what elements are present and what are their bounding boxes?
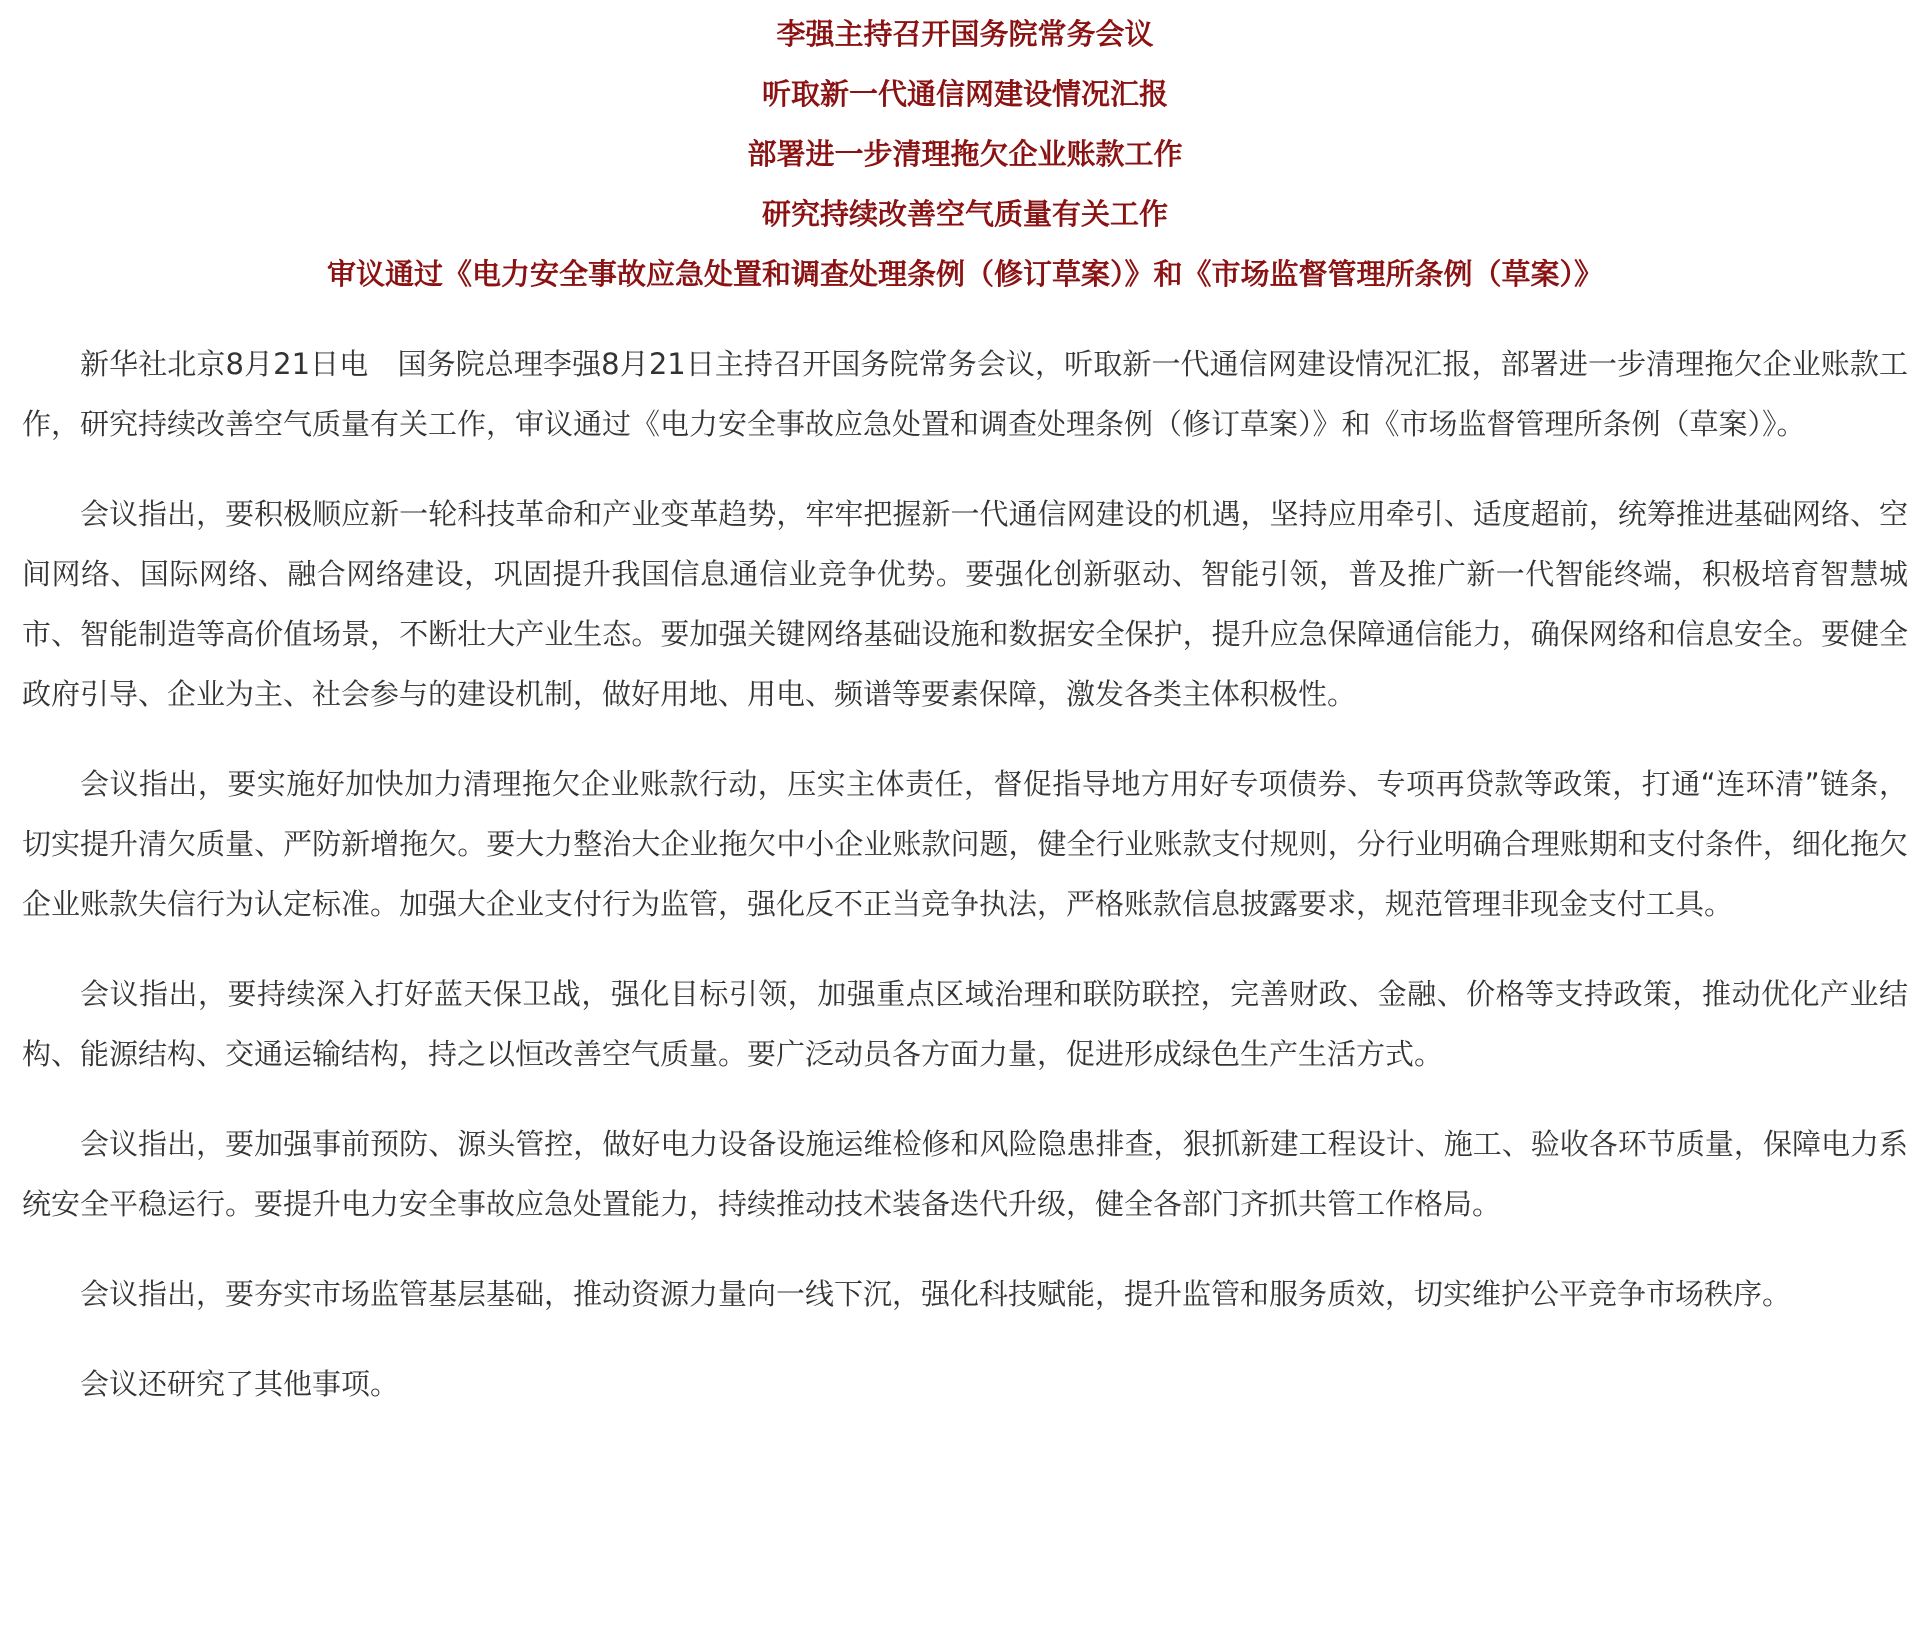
paragraph-arrears-clearance: 会议指出，要实施好加快加力清理拖欠企业账款行动，压实主体责任，督促指导地方用好专项债券、专项再贷款等政策，打通“连环清”链条，切实提升清欠质量、严防新增拖欠。要大力整治大企业拖欠中小企业账款问题，健全行业账款支付规则，分行业明确合理账期和支付条件，细化拖欠企业账款失信行为认定标准。加强大企业支付行为监管，强化反不正当竞争执法，严格账款信息披露要求，规范管理非现金支付工具。 (22, 767, 1908, 921)
headline-block (22, 4, 1908, 304)
headline-sub-4: 审议通过《电力安全事故应急处置和调查处理条例（修订草案）》和《市场监督管理所条例（草案）》 (326, 257, 1603, 291)
headline-sub-3: 研究持续改善空气质量有关工作 (761, 197, 1168, 231)
headline-main: 李强主持召开国务院常务会议 (776, 17, 1154, 51)
article-body (22, 334, 1908, 1414)
paragraph-lead: 新华社北京8月21日电 国务院总理李强8月21日主持召开国务院常务会议，听取新一代通信网建设情况汇报，部署进一步清理拖欠企业账款工作，研究持续改善空气质量有关工作，审议通过《电力安全事故应急处置和调查处理条例（修订草案）》和《市场监督管理所条例（草案）》。 (22, 347, 1908, 441)
paragraph-power-safety: 会议指出，要加强事前预防、源头管控，做好电力设备设施运维检修和风险隐患排查，狠抓新建工程设计、施工、验收各环节质量，保障电力系统安全平稳运行。要提升电力安全事故应急处置能力，持续推动技术装备迭代升级，健全各部门齐抓共管工作格局。 (22, 1127, 1908, 1221)
paragraph-other-matters: 会议还研究了其他事项。 (80, 1367, 400, 1401)
paragraph-market-supervision: 会议指出，要夯实市场监管基层基础，推动资源力量向一线下沉，强化科技赋能，提升监管和服务质效，切实维护公平竞争市场秩序。 (80, 1277, 1792, 1311)
headline-sub-1: 听取新一代通信网建设情况汇报 (761, 77, 1168, 111)
headline-sub-2: 部署进一步清理拖欠企业账款工作 (747, 137, 1183, 171)
paragraph-air-quality: 会议指出，要持续深入打好蓝天保卫战，强化目标引领，加强重点区域治理和联防联控，完善财政、金融、价格等支持政策，推动优化产业结构、能源结构、交通运输结构，持之以恒改善空气质量。要广泛动员各方面力量，促进形成绿色生产生活方式。 (22, 977, 1908, 1071)
paragraph-communication-network: 会议指出，要积极顺应新一轮科技革命和产业变革趋势，牢牢把握新一代通信网建设的机遇，坚持应用牵引、适度超前，统筹推进基础网络、空间网络、国际网络、融合网络建设，巩固提升我国信息通信业竞争优势。要强化创新驱动、智能引领，普及推广新一代智能终端，积极培育智慧城市、智能制造等高价值场景，不断壮大产业生态。要加强关键网络基础设施和数据安全保护，提升应急保障通信能力，确保网络和信息安全。要健全政府引导、企业为主、社会参与的建设机制，做好用地、用电、频谱等要素保障，激发各类主体积极性。 (22, 497, 1908, 711)
